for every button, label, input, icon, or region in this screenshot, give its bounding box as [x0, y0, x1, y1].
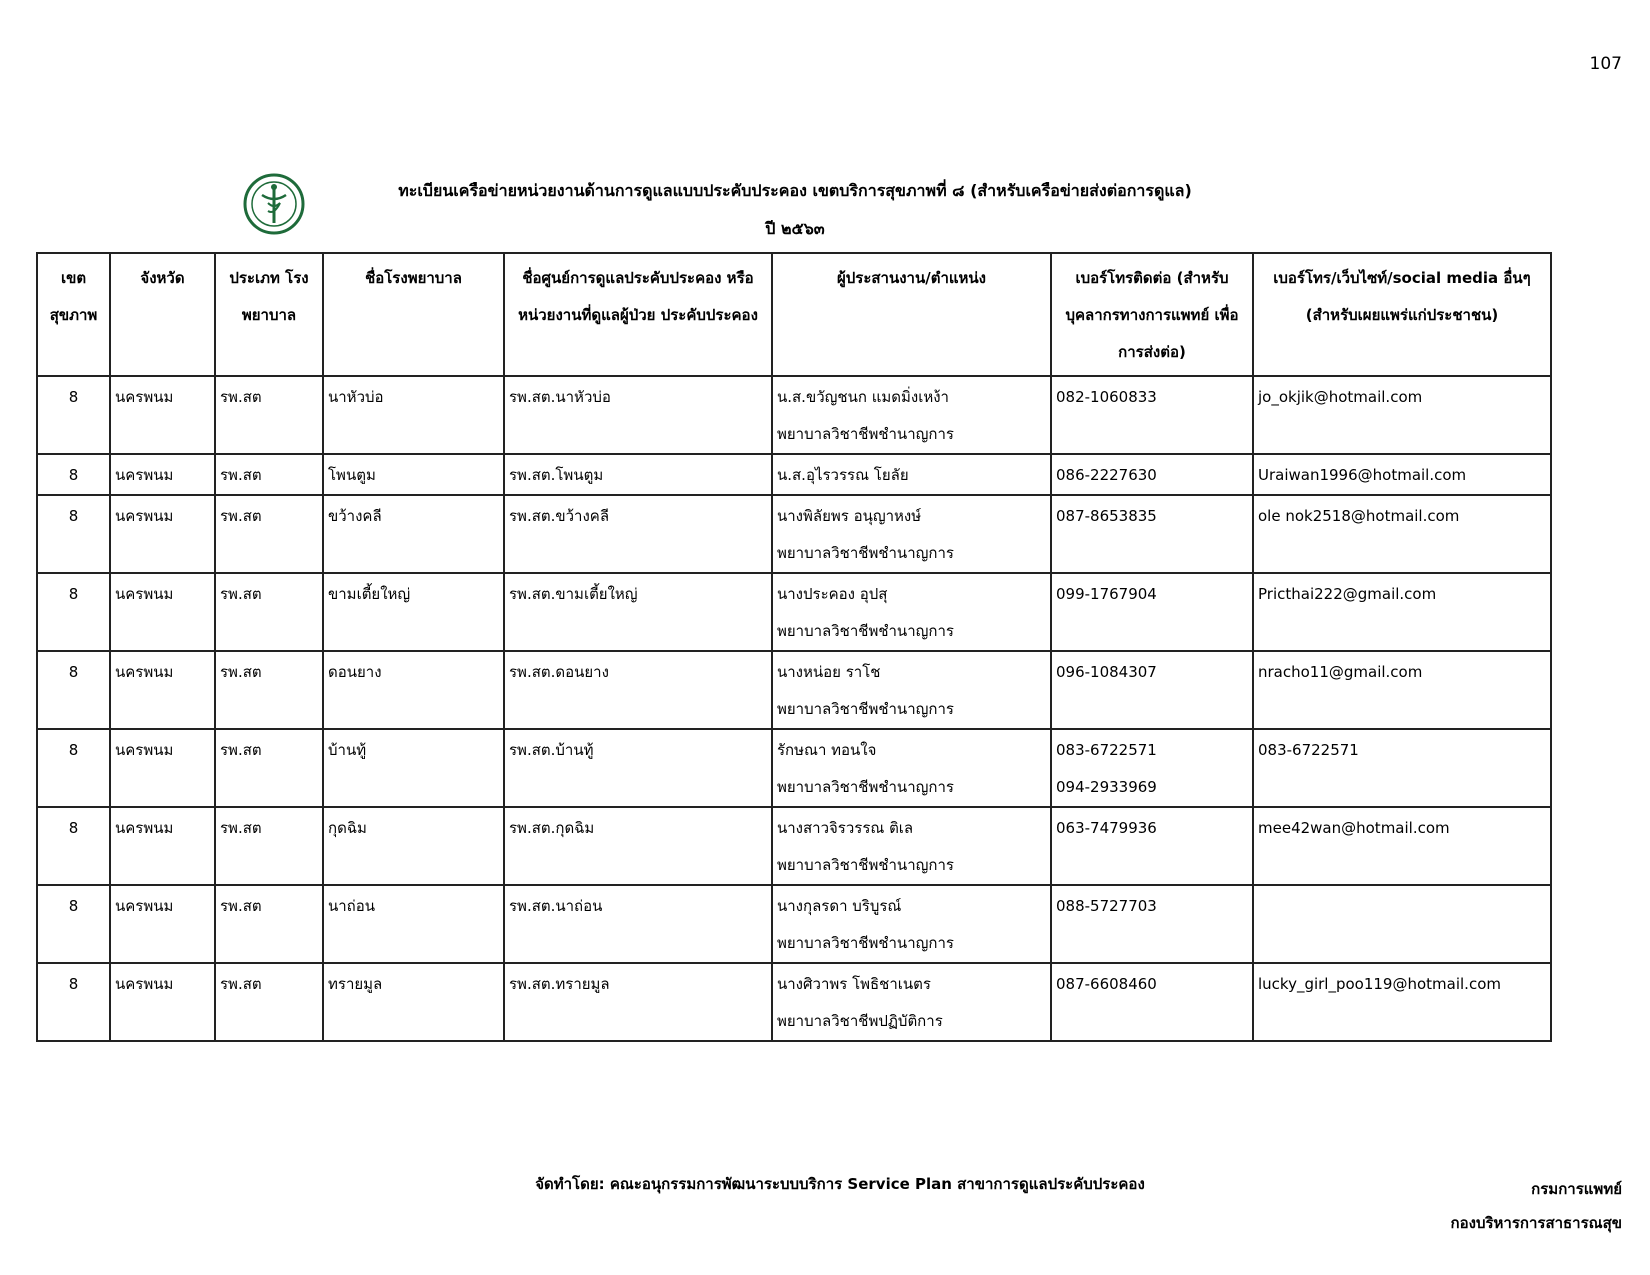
cell-hospital: นาหัวบ่อ	[323, 376, 504, 454]
cell-type: รพ.สต	[215, 573, 323, 651]
cell-zone: 8	[37, 376, 110, 454]
ministry-seal-logo	[240, 173, 308, 235]
table-header-row	[37, 253, 1551, 376]
coordinator-position: พยาบาลวิชาชีพชำนาญการ	[777, 778, 954, 796]
cell-public-contact	[1253, 885, 1551, 963]
cell-public-contact: jo_okjik@hotmail.com	[1253, 376, 1551, 454]
phone-primary: 086-2227630	[1056, 466, 1157, 484]
coordinator-name: นางพิลัยพร อนุญาหงษ์	[777, 507, 922, 525]
cell-province: นครพนม	[110, 807, 215, 885]
header-coordinator: ผู้ประสานงาน/ตำแหน่ง	[772, 253, 1051, 376]
cell-phone	[1051, 807, 1253, 885]
footer-departments	[1451, 1172, 1622, 1240]
cell-public-contact: mee42wan@hotmail.com	[1253, 807, 1551, 885]
cell-center: รพ.สต.นาถ่อน	[504, 885, 772, 963]
cell-zone: 8	[37, 963, 110, 1041]
header-care-center: ชื่อศูนย์การดูแลประคับประคอง หรือ หน่วยงานที่ดูแลผู้ป่วย ประคับประคอง	[504, 253, 772, 376]
footer-prepared-by: จัดทำโดย: คณะอนุกรรมการพัฒนาระบบบริการ Service Plan สาขาการดูแลประคับประคอง	[535, 1175, 1145, 1193]
cell-coordinator	[772, 573, 1051, 651]
cell-phone	[1051, 454, 1253, 495]
phone-primary: 088-5727703	[1056, 897, 1157, 915]
cell-public-contact: 083-6722571	[1253, 729, 1551, 807]
header-zone: เขต สุขภาพ	[37, 253, 110, 376]
coordinator-position: พยาบาลวิชาชีพปฏิบัติการ	[777, 1012, 943, 1030]
cell-zone: 8	[37, 454, 110, 495]
coordinator-name: นางประคอง อุปสุ	[777, 585, 888, 603]
cell-zone: 8	[37, 807, 110, 885]
cell-hospital: ขว้างคลี	[323, 495, 504, 573]
coordinator-position: พยาบาลวิชาชีพชำนาญการ	[777, 700, 954, 718]
phone-primary: 096-1084307	[1056, 663, 1157, 681]
cell-type: รพ.สต	[215, 376, 323, 454]
cell-province: นครพนม	[110, 376, 215, 454]
document-year: ปี ๒๕๖๓	[765, 219, 825, 238]
footer-dept-health-admin: กองบริหารการสาธารณสุข	[1450, 1214, 1622, 1232]
phone-primary: 087-8653835	[1056, 507, 1157, 525]
cell-zone: 8	[37, 495, 110, 573]
coordinator-position: พยาบาลวิชาชีพชำนาญการ	[777, 622, 954, 640]
cell-type: รพ.สต	[215, 454, 323, 495]
coordinator-position: พยาบาลวิชาชีพชำนาญการ	[777, 425, 954, 443]
cell-center: รพ.สต.บ้านทู้	[504, 729, 772, 807]
cell-coordinator	[772, 729, 1051, 807]
cell-center: รพ.สต.ขว้างคลี	[504, 495, 772, 573]
cell-type: รพ.สต	[215, 885, 323, 963]
phone-primary: 082-1060833	[1056, 388, 1157, 406]
table-row	[37, 729, 1551, 807]
coordinator-name: นางกุลรดา บริบูรณ์	[777, 897, 902, 915]
table-row	[37, 651, 1551, 729]
cell-public-contact: nracho11@gmail.com	[1253, 651, 1551, 729]
cell-public-contact: ole nok2518@hotmail.com	[1253, 495, 1551, 573]
cell-hospital: ดอนยาง	[323, 651, 504, 729]
table-row	[37, 963, 1551, 1041]
cell-coordinator	[772, 376, 1051, 454]
cell-zone: 8	[37, 885, 110, 963]
cell-province: นครพนม	[110, 454, 215, 495]
cell-public-contact: Pricthai222@gmail.com	[1253, 573, 1551, 651]
coordinator-position: พยาบาลวิชาชีพชำนาญการ	[777, 544, 954, 562]
cell-type: รพ.สต	[215, 729, 323, 807]
page-number: 107	[1589, 54, 1622, 74]
cell-center: รพ.สต.นาหัวบ่อ	[504, 376, 772, 454]
cell-center: รพ.สต.ทรายมูล	[504, 963, 772, 1041]
cell-phone	[1051, 651, 1253, 729]
coordinator-name: นางสาวจิรวรรณ ติเล	[777, 819, 914, 837]
cell-phone	[1051, 885, 1253, 963]
coordinator-name: นางหน่อย ราโช	[777, 663, 881, 681]
cell-coordinator	[772, 885, 1051, 963]
table-row	[37, 573, 1551, 651]
phone-primary: 087-6608460	[1056, 975, 1157, 993]
cell-province: นครพนม	[110, 963, 215, 1041]
cell-province: นครพนม	[110, 651, 215, 729]
cell-hospital: นาถ่อน	[323, 885, 504, 963]
cell-province: นครพนม	[110, 729, 215, 807]
cell-type: รพ.สต	[215, 651, 323, 729]
header-medical-phone: เบอร์โทรติดต่อ (สำหรับ บุคลากรทางการแพทย์ เพื่อการส่งต่อ)	[1051, 253, 1253, 376]
coordinator-name: น.ส.อุไรวรรณ โยลัย	[777, 466, 909, 484]
table-row	[37, 376, 1551, 454]
table-row	[37, 807, 1551, 885]
cell-coordinator	[772, 807, 1051, 885]
cell-phone	[1051, 376, 1253, 454]
phone-primary: 083-6722571	[1056, 741, 1157, 759]
cell-zone: 8	[37, 573, 110, 651]
coordinator-name: น.ส.ขวัญชนก แมดมิ่งเหง้า	[777, 388, 949, 406]
cell-province: นครพนม	[110, 573, 215, 651]
cell-phone	[1051, 729, 1253, 807]
phone-primary: 063-7479936	[1056, 819, 1157, 837]
cell-phone	[1051, 963, 1253, 1041]
table-row	[37, 454, 1551, 495]
cell-public-contact: Uraiwan1996@hotmail.com	[1253, 454, 1551, 495]
cell-hospital: ทรายมูล	[323, 963, 504, 1041]
cell-center: รพ.สต.กุดฉิม	[504, 807, 772, 885]
header-hospital-name: ชื่อโรงพยาบาล	[323, 253, 504, 376]
coordinator-position: พยาบาลวิชาชีพชำนาญการ	[777, 934, 954, 952]
cell-zone: 8	[37, 651, 110, 729]
phone-primary: 099-1767904	[1056, 585, 1157, 603]
cell-center: รพ.สต.ขามเตี้ยใหญ่	[504, 573, 772, 651]
coordinator-name: รักษณา ทอนใจ	[777, 741, 877, 759]
header-public-contact: เบอร์โทร/เว็บไซท์/social media อื่นๆ (สำหรับเผยแพร่แก่ประชาชน)	[1253, 253, 1551, 376]
cell-public-contact: lucky_girl_poo119@hotmail.com	[1253, 963, 1551, 1041]
network-registry-table	[36, 252, 1552, 1042]
table-row	[37, 495, 1551, 573]
phone-secondary: 094-2933969	[1056, 778, 1157, 796]
cell-coordinator	[772, 495, 1051, 573]
cell-coordinator	[772, 963, 1051, 1041]
cell-coordinator	[772, 651, 1051, 729]
cell-province: นครพนม	[110, 495, 215, 573]
footer-dept-medical-services: กรมการแพทย์	[1531, 1180, 1622, 1198]
header-province: จังหวัด	[110, 253, 215, 376]
cell-hospital: ขามเตี้ยใหญ่	[323, 573, 504, 651]
table-row	[37, 885, 1551, 963]
cell-hospital: บ้านทู้	[323, 729, 504, 807]
cell-hospital: กุดฉิม	[323, 807, 504, 885]
coordinator-name: นางศิวาพร โพธิชาเนตร	[777, 975, 931, 993]
header-hospital-type: ประเภท โรงพยาบาล	[215, 253, 323, 376]
cell-type: รพ.สต	[215, 807, 323, 885]
cell-center: รพ.สต.โพนตูม	[504, 454, 772, 495]
cell-phone	[1051, 495, 1253, 573]
cell-province: นครพนม	[110, 885, 215, 963]
cell-phone	[1051, 573, 1253, 651]
cell-center: รพ.สต.ดอนยาง	[504, 651, 772, 729]
cell-coordinator	[772, 454, 1051, 495]
cell-zone: 8	[37, 729, 110, 807]
cell-type: รพ.สต	[215, 963, 323, 1041]
cell-hospital: โพนตูม	[323, 454, 504, 495]
cell-type: รพ.สต	[215, 495, 323, 573]
document-title: ทะเบียนเครือข่ายหน่วยงานด้านการดูแลแบบประคับประคอง เขตบริการสุขภาพที่ ๘ (สำหรับเครือข่ายส่งต่อการดูแล)	[398, 181, 1192, 200]
coordinator-position: พยาบาลวิชาชีพชำนาญการ	[777, 856, 954, 874]
